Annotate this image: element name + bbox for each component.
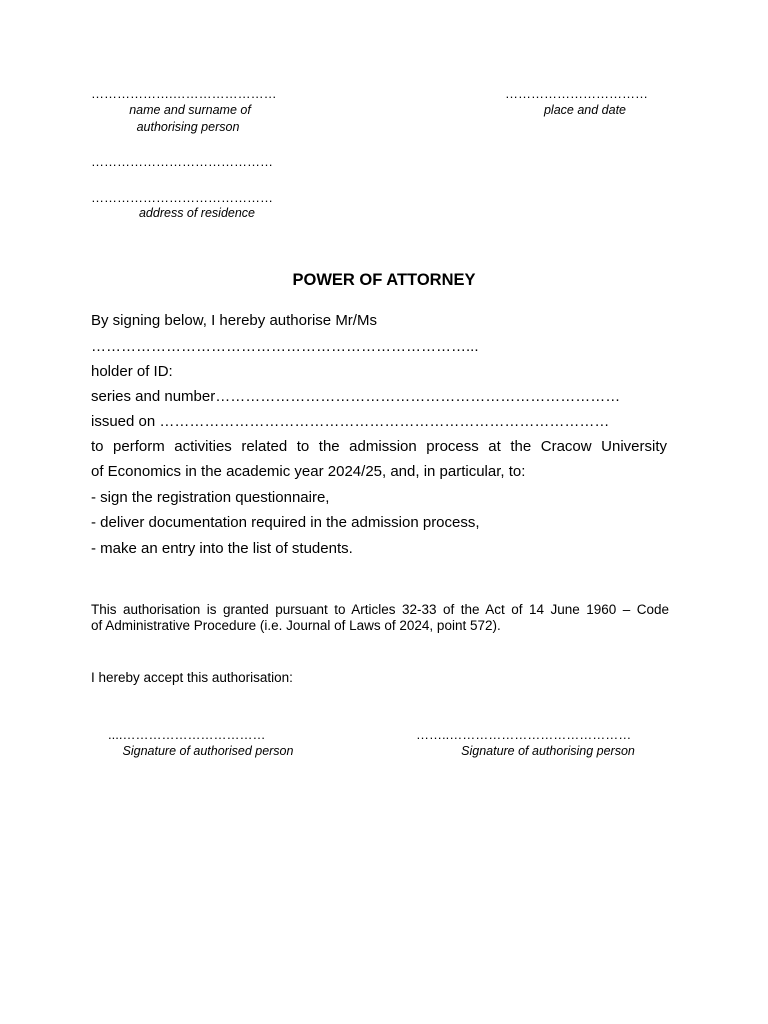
holder-of-id-label: holder of ID:	[91, 363, 173, 380]
issued-on-line: issued on ………………………………………………………………………………	[91, 413, 610, 430]
address-caption: address of residence	[138, 206, 256, 220]
list-item-sign-questionnaire: - sign the registration questionnaire,	[91, 489, 330, 506]
place-date-dotted-line: ……………………………	[505, 86, 648, 101]
legal-basis-line-1: This authorisation is granted pursuant to Articles 32-33 of the Act of 14 June 1960 – Code	[91, 602, 669, 617]
authorised-signature-caption: Signature of authorised person	[122, 744, 294, 758]
authorised-signature-dotted-line: ....……………………………	[108, 727, 266, 742]
legal-basis-line-2: of Administrative Procedure (i.e. Journal of Laws of 2024, point 572).	[91, 618, 501, 633]
address-dotted-line-1: ……………………………………	[91, 154, 273, 169]
address-dotted-line-2: ……………………………………	[91, 190, 273, 205]
document-title: POWER OF ATTORNEY	[292, 271, 476, 289]
series-number-line: series and number………………………………………………………………………	[91, 388, 621, 405]
name-caption-line1: name and surname of	[129, 103, 251, 117]
name-caption-line2: authorising person	[136, 120, 240, 134]
name-dotted-line: ……………….……………………	[91, 86, 277, 101]
authorising-signature-caption: Signature of authorising person	[461, 744, 635, 758]
list-item-make-entry: - make an entry into the list of students.	[91, 540, 353, 557]
place-date-caption: place and date	[543, 103, 626, 117]
intro-text: By signing below, I hereby authorise Mr/Ms	[91, 312, 377, 329]
list-item-deliver-documentation: - deliver documentation required in the admission process,	[91, 514, 480, 531]
purpose-line-1: to perform activities related to the admission process at the Cracow University	[91, 438, 667, 455]
purpose-line-2: of Economics in the academic year 2024/25, and, in particular, to:	[91, 463, 526, 480]
acceptance-statement: I hereby accept this authorisation:	[91, 670, 293, 685]
authorising-signature-dotted-line: ……..……………………………………	[416, 727, 632, 742]
authorised-name-dotted-line: …………………………………………………………………...	[91, 338, 479, 355]
